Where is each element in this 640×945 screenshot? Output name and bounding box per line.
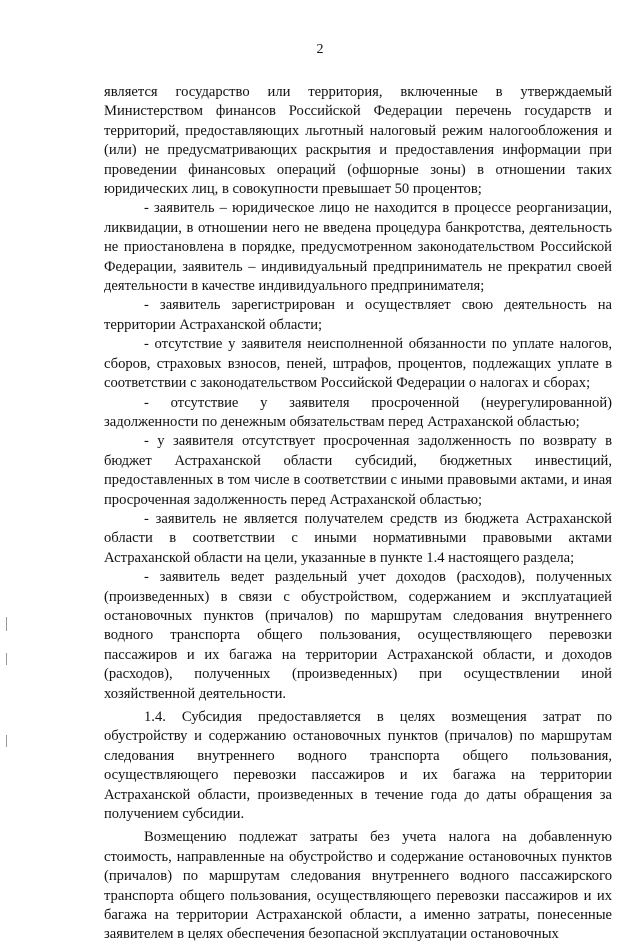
paragraph: - отсутствие у заявителя неисполненной обязанности по уплате налогов, сборов, страховых взносов, пеней, штрафов, процентов, подлежащих уплате в соответствии с законодательством Российской Федерации о налогах и сборах;	[104, 336, 612, 392]
paragraph: - заявитель – юридическое лицо не находится в процессе реорганизации, ликвидации, в отношении него не введена процедура банкротства, деятельность не приостановлена в порядке, предусмотренном законодательством Российской Федерации, заявитель – индивидуальный предприниматель не прекратил своей деятельности в качестве индивидуального предпринимателя;	[104, 200, 612, 295]
paragraph: - заявитель не является получателем средств из бюджета Астраханской области в соответствии с иными нормативными правовыми актами Астраханской области на цели, указанные в пункте 1.4 настоящего раздела;	[104, 510, 612, 566]
paragraph: - отсутствие у заявителя просроченной (неурегулированной) задолженности по денежным обязательствам перед Астраханской областью;	[104, 394, 612, 430]
margin-mark	[6, 653, 7, 665]
document-body	[104, 83, 612, 945]
paragraph: является государство или территория, включенные в утверждаемый Министерством финансов Российской Федерации перечень государств и территорий, предоставляющих льготный налоговый режим налогообложения и (или) не предусматривающих раскрытия и предоставления информации при проведении финансовых операций (офшорные зоны) в отношении таких юридических лиц, в совокупности превышает 50 процентов;	[104, 84, 612, 198]
paragraph: 1.4. Субсидия предоставляется в целях возмещения затрат по обустройству и содержанию остановочных пунктов (причалов) по маршрутам следования внутреннего водного транспорта общего пользования, осуществляющего перевозки пассажиров и их багажа на территории Астраханской области, произведенных в течение года до даты обращения за получением субсидии.	[104, 709, 612, 823]
paragraph: Возмещению подлежат затраты без учета налога на добавленную стоимость, направленные на обустройство и содержание остановочных пунктов (причалов) по маршрутам следования внутреннего водного пассажирского транспорта общего пользования, осуществляющего перевозки пассажиров и их багажа на территории Астраханской области, а именно затраты, понесенные заявителем в целях обеспечения безопасной эксплуатации остановочных	[104, 829, 612, 943]
page-number: 2	[316, 42, 324, 57]
paragraph: - у заявителя отсутствует просроченная задолженность по возврату в бюджет Астраханской области субсидий, бюджетных инвестиций, предоставленных в том числе в соответствии с иными правовыми актами, и иная просроченная задолженность перед Астраханской областью;	[104, 433, 612, 508]
margin-mark	[6, 735, 7, 747]
margin-mark	[6, 617, 7, 631]
paragraph: - заявитель ведет раздельный учет доходов (расходов), полученных (произведенных) в связи с обустройством, содержанием и эксплуатацией остановочных пунктов (причалов) по маршрутам следования внутреннего водного транспорта общего пользования, осуществляющего перевозки пассажиров и их багажа на территории Астраханской области, и доходов (расходов), полученных (произведенных) при осуществлении иной хозяйственной деятельности.	[104, 569, 612, 702]
paragraph: - заявитель зарегистрирован и осуществляет свою деятельность на территории Астраханской области;	[104, 297, 612, 333]
